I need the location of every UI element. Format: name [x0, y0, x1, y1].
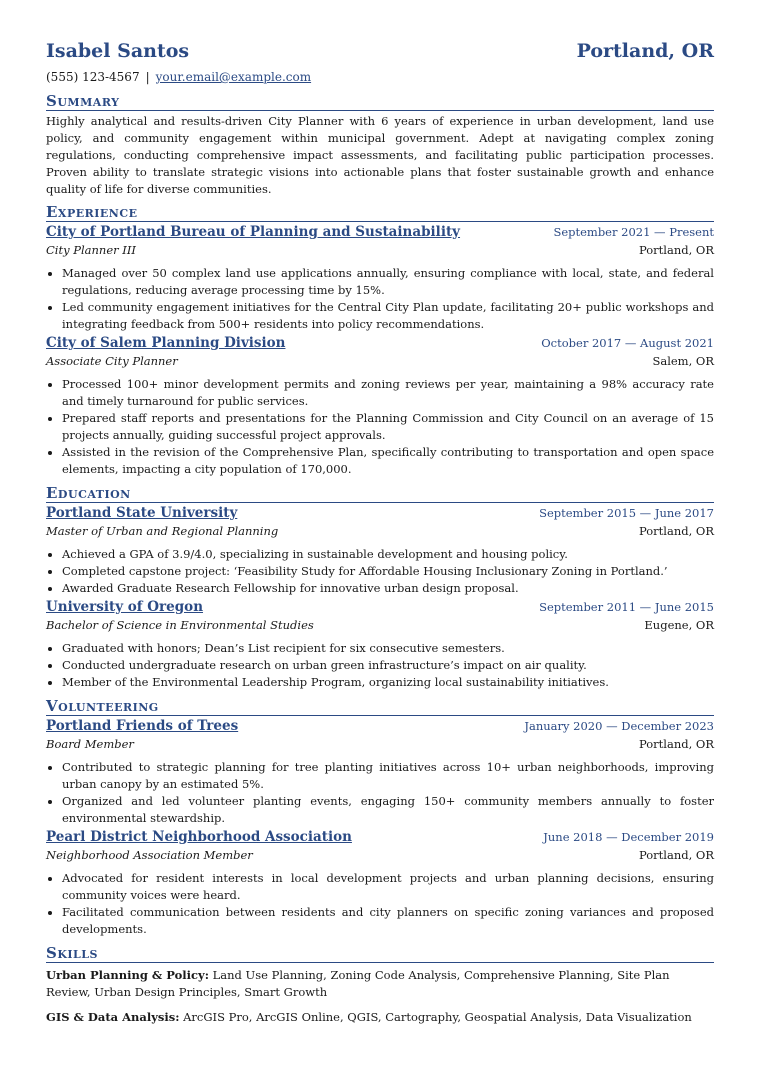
entry-subheader: [46, 848, 714, 867]
bullet-list: [46, 546, 714, 597]
bullet-item: • Advocated for resident interests in local development projects and urban planning decisions, ensuring community voices were heard.: [62, 870, 714, 904]
role-title: Bachelor of Science in Environmental Studies: [46, 618, 314, 632]
resume-header: [46, 40, 714, 66]
person-name: Isabel Santos: [46, 40, 190, 62]
date-range: June 2018 — December 2019: [543, 830, 714, 844]
entry-location: Portland, OR: [638, 848, 714, 862]
bullet-item: • Awarded Graduate Research Fellowship for innovative urban design proposal.: [62, 580, 714, 597]
entry-subheader: [46, 618, 714, 637]
role-title: Associate City Planner: [46, 354, 178, 368]
entry-header: [46, 829, 714, 848]
organization-link[interactable]: City of Salem Planning Division: [46, 335, 286, 351]
bullet-list: [46, 640, 714, 691]
organization-link[interactable]: Portland Friends of Trees: [46, 718, 239, 734]
bullet-item: • Led community engagement initiatives for the Central City Plan update, facilitating 20+ public workshops and integrating feedback from 500+ residents into policy recommendations.: [62, 299, 714, 333]
organization-link[interactable]: Portland State University: [46, 505, 238, 521]
section-title-education: Education: [46, 484, 714, 503]
bullet-item: • Prepared staff reports and presentations for the Planning Commission and City Council on an average of 15 projects annually, guiding successful project approvals.: [62, 410, 714, 444]
contact-separator: |: [145, 70, 150, 84]
education-list: [46, 505, 714, 691]
entry-item: [46, 829, 714, 938]
section-title-skills: Skills: [46, 944, 714, 963]
skill-items: Land Use Planning, Zoning Code Analysis, Comprehensive Planning, Site Plan Review, Urban Design Principles, Smart Growth: [46, 968, 670, 999]
date-range: September 2021 — Present: [553, 225, 714, 239]
section-title-volunteering: Volunteering: [46, 697, 714, 716]
entry-location: Portland, OR: [638, 243, 714, 257]
organization-link[interactable]: City of Portland Bureau of Planning and Sustainability: [46, 224, 461, 240]
entry-item: [46, 505, 714, 597]
entry-item: [46, 718, 714, 827]
bullet-item: • Assisted in the revision of the Comprehensive Plan, specifically contributing to transportation and open space elements, impacting a city population of 170,000.: [62, 444, 714, 478]
role-title: Board Member: [46, 737, 134, 751]
bullet-list: [46, 265, 714, 333]
bullet-item: • Graduated with honors; Dean’s List recipient for six consecutive semesters.: [62, 640, 714, 657]
date-range: September 2015 — June 2017: [539, 506, 714, 520]
section-title-summary: Summary: [46, 92, 714, 111]
phone-number: (555) 123-4567: [46, 70, 140, 84]
skill-category: GIS & Data Analysis:: [46, 1010, 180, 1024]
entry-subheader: [46, 243, 714, 262]
date-range: October 2017 — August 2021: [541, 336, 714, 350]
bullet-list: [46, 376, 714, 478]
role-title: City Planner III: [46, 243, 136, 257]
organization-link[interactable]: University of Oregon: [46, 599, 204, 615]
bullet-item: • Completed capstone project: ‘Feasibility Study for Affordable Housing Inclusionary Zoning in Portland.’: [62, 563, 714, 580]
entry-header: [46, 599, 714, 618]
date-range: September 2011 — June 2015: [539, 600, 714, 614]
entry-item: [46, 224, 714, 333]
entry-header: [46, 224, 714, 243]
entry-item: [46, 335, 714, 478]
entry-location: Portland, OR: [638, 524, 714, 538]
entry-header: [46, 335, 714, 354]
bullet-item: • Facilitated communication between residents and city planners on specific zoning variances and proposed developments.: [62, 904, 714, 938]
entry-location: Portland, OR: [638, 737, 714, 751]
skill-row: [46, 967, 714, 1001]
bullet-item: • Conducted undergraduate research on urban green infrastructure’s impact on air quality.: [62, 657, 714, 674]
role-title: Neighborhood Association Member: [46, 848, 253, 862]
experience-list: [46, 224, 714, 478]
bullet-item: • Contributed to strategic planning for tree planting initiatives across 10+ urban neighborhoods, improving urban canopy by an estimated 5%.: [62, 759, 714, 793]
role-title: Master of Urban and Regional Planning: [46, 524, 279, 538]
skill-category: Urban Planning & Policy:: [46, 968, 209, 982]
bullet-list: [46, 759, 714, 827]
organization-link[interactable]: Pearl District Neighborhood Association: [46, 829, 352, 845]
entry-header: [46, 505, 714, 524]
summary-text: Highly analytical and results-driven City Planner with 6 years of experience in urban development, land use policy, and community engagement within municipal government. Adept at navigating complex zoning regulations, conducting comprehensive impact assessments, and facilitating public participation processes. Proven ability to translate strategic visions into actionable plans that foster sustainable growth and enhance quality of life for diverse communities.: [46, 114, 714, 196]
bullet-item: • Managed over 50 complex land use applications annually, ensuring compliance with local, state, and federal regulations, reducing average processing time by 15%.: [62, 265, 714, 299]
bullet-item: • Organized and led volunteer planting events, engaging 150+ community members annually to foster environmental stewardship.: [62, 793, 714, 827]
email-link[interactable]: your.email@example.com: [155, 70, 312, 84]
entry-header: [46, 718, 714, 737]
entry-subheader: [46, 354, 714, 373]
contact-line: [46, 70, 714, 90]
skills-list: [46, 967, 714, 1026]
bullet-item: • Member of the Environmental Leadership Program, organizing local sustainability initiatives.: [62, 674, 714, 691]
bullet-item: • Processed 100+ minor development permits and zoning reviews per year, maintaining a 98% accuracy rate and timely turnaround for public services.: [62, 376, 714, 410]
entry-location: Eugene, OR: [644, 618, 714, 632]
section-title-experience: Experience: [46, 203, 714, 222]
volunteering-list: [46, 718, 714, 938]
entry-subheader: [46, 524, 714, 543]
bullet-list: [46, 870, 714, 938]
person-location: Portland, OR: [576, 40, 714, 62]
entry-item: [46, 599, 714, 691]
entry-subheader: [46, 737, 714, 756]
date-range: January 2020 — December 2023: [524, 719, 714, 733]
bullet-item: • Achieved a GPA of 3.9/4.0, specializing in sustainable development and housing policy.: [62, 546, 714, 563]
skill-items: ArcGIS Pro, ArcGIS Online, QGIS, Cartography, Geospatial Analysis, Data Visualization: [183, 1010, 692, 1024]
skill-row: [46, 1009, 714, 1026]
entry-location: Salem, OR: [652, 354, 714, 368]
